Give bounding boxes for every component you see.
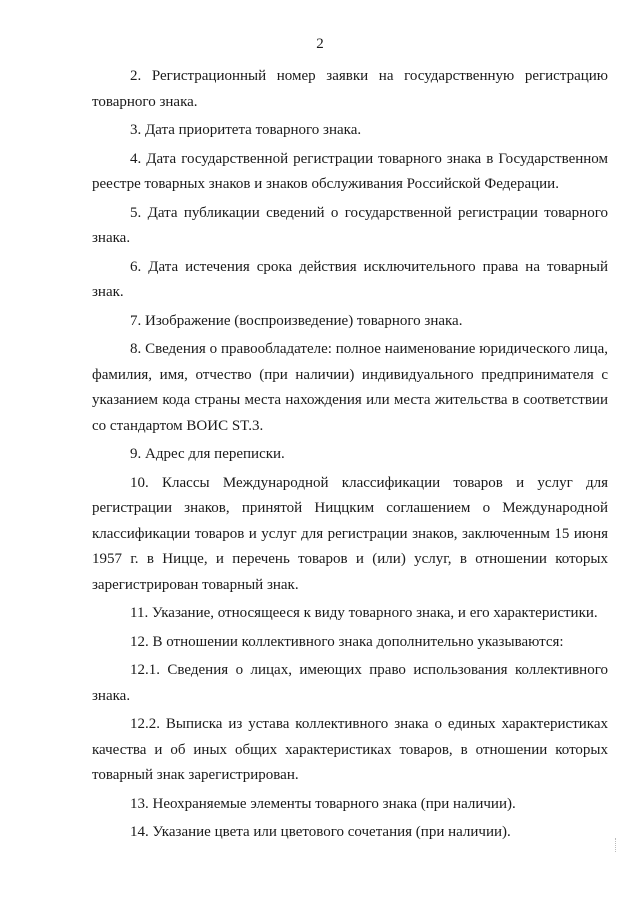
paragraph-item-12-1: 12.1. Сведения о лицах, имеющих право использования коллективного знака.	[92, 662, 608, 704]
paragraph-item-4: 4. Дата государственной регистрации товарного знака в Государственном реестре товарных знаков и знаков обслуживания Российской Федерации.	[92, 150, 608, 192]
paragraph-item-11: 11. Указание, относящееся к виду товарного знака, и его характеристики.	[130, 605, 598, 621]
document-body	[92, 64, 608, 849]
paragraph-item-13: 13. Неохраняемые элементы товарного знака (при наличии).	[130, 795, 516, 812]
paragraph-item-8: 8. Сведения о правообладателе: полное наименование юридического лица, фамилия, имя, отчество (при наличии) индивидуального предпринимателя с указанием кода страны места нахождения или места жительства в соответствии со стандартом ВОИС ST.3.	[92, 341, 608, 434]
paragraph-item-12: 12. В отношении коллективного знака дополнительно указываются:	[130, 633, 564, 650]
paragraph-item-10: 10. Классы Международной классификации товаров и услуг для регистрации знаков, принятой Ниццким соглашением о Международной классификации товаров и услуг для регистрации знаков, заключенным 15 июня 1957 г. в Ницце, и перечень товаров и (или) услуг, в отношении которых зарегистрирован товарный знак.	[92, 474, 608, 593]
paragraph-item-7: 7. Изображение (воспроизведение) товарного знака.	[130, 312, 463, 329]
paragraph-item-9: 9. Адрес для переписки.	[130, 446, 285, 462]
paragraph-item-6: 6. Дата истечения срока действия исключительного права на товарный знак.	[92, 258, 608, 300]
paragraph-item-3: 3. Дата приоритета товарного знака.	[130, 122, 362, 138]
paragraph-item-5: 5. Дата публикации сведений о государственной регистрации товарного знака.	[92, 204, 608, 246]
paragraph-item-12-2: 12.2. Выписка из устава коллективного знака о единых характеристиках качества и об иных общих характеристиках товаров, в отношении которых товарный знак зарегистрирован.	[92, 716, 608, 783]
page-number: 2	[316, 36, 324, 52]
scan-artifact-mark	[615, 838, 618, 852]
paragraph-item-2: 2. Регистрационный номер заявки на государственную регистрацию товарного знака.	[92, 68, 608, 110]
paragraph-item-14: 14. Указание цвета или цветового сочетания (при наличии).	[130, 824, 511, 840]
